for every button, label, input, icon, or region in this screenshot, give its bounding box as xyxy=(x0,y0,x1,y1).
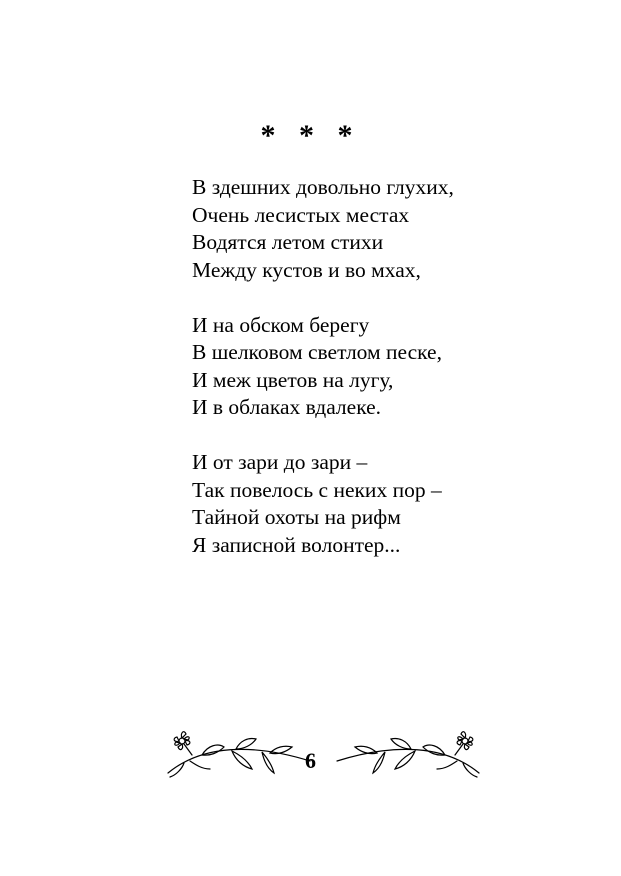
poem-line: Между кустов и во мхах, xyxy=(192,257,421,282)
poem-line: Я записной волонтер... xyxy=(192,532,401,557)
poem-line: В шелковом светлом песке, xyxy=(192,340,442,364)
stanza xyxy=(192,449,592,559)
poem-line: И меж цветов на лугу, xyxy=(192,367,394,392)
poem-line: И от зари до зари – xyxy=(192,450,368,474)
floral-branch-icon xyxy=(335,725,485,781)
poem-line: В здешних довольно глухих, xyxy=(192,175,454,199)
poem-line: Водятся летом стихи xyxy=(192,230,384,254)
poem-line: Тайной охоты на рифм xyxy=(192,505,401,529)
page-number: 6 xyxy=(305,748,316,773)
poem-line: И в облаках вдалеке. xyxy=(192,395,382,419)
section-separator: * * * xyxy=(260,119,361,152)
stanza xyxy=(192,174,592,284)
poem-line: И на обском берегу xyxy=(192,312,370,337)
stanza xyxy=(192,312,592,422)
poem xyxy=(192,174,592,587)
poem-line: Очень лесистых местах xyxy=(192,202,410,227)
poem-line: Так повелось с неких пор – xyxy=(192,477,442,502)
page-footer xyxy=(0,725,621,785)
